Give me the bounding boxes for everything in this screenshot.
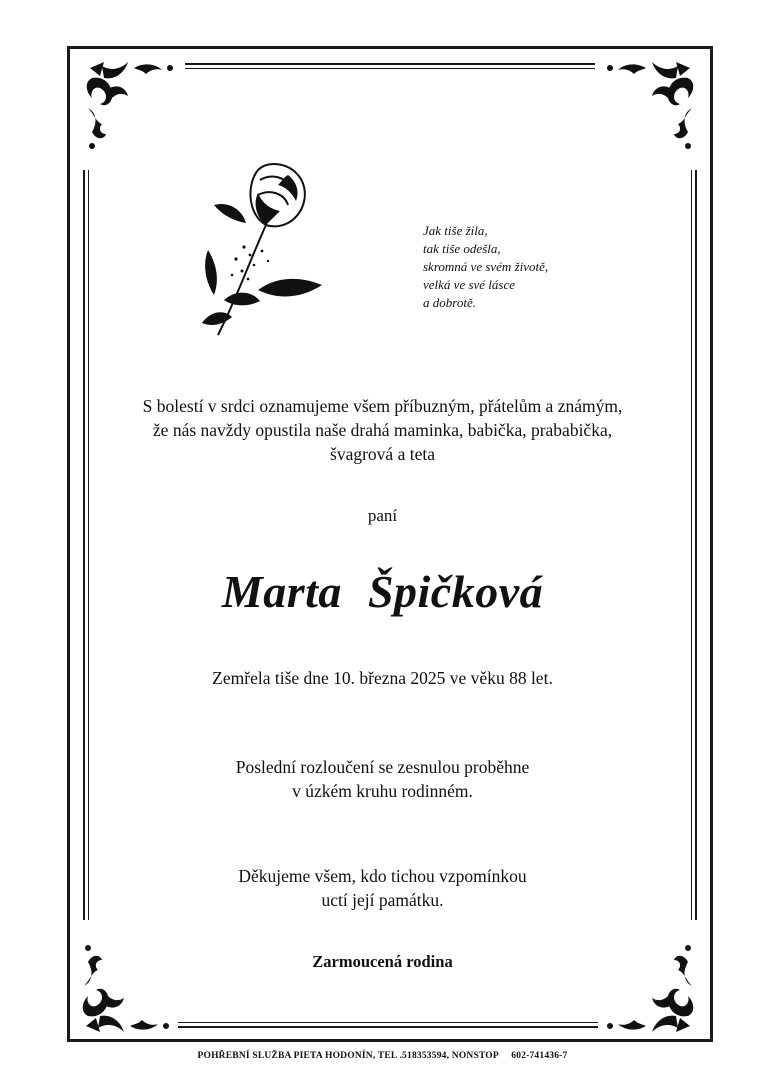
funeral-service-footer: POHŘEBNÍ SLUŽBA PIETA HODONÍN, TEL .518353594, NONSTOP 602-741436-7 <box>197 1051 568 1061</box>
poem <box>423 222 548 312</box>
announcement-line: S bolestí v srdci oznamujeme všem příbuzným, přátelům a známým, <box>142 396 623 416</box>
left-rule <box>83 170 85 920</box>
corner-ornament-bottom-right-icon <box>598 936 698 1036</box>
poem-line: skromná ve svém životě, <box>423 259 549 274</box>
poem-line: tak tiše odešla, <box>423 241 501 256</box>
corner-ornament-bottom-left-icon <box>78 936 178 1036</box>
farewell-info <box>0 755 765 803</box>
corner-ornament-top-left-icon <box>82 58 182 158</box>
top-rule <box>185 63 595 65</box>
deceased-name <box>0 565 765 618</box>
announcement-line: švagrová a teta <box>330 444 435 464</box>
honorific: paní <box>367 506 398 525</box>
poem-line: velká ve své lásce <box>423 277 516 292</box>
farewell-line: Poslední rozloučení se zesnulou proběhne <box>235 757 530 777</box>
right-rule <box>695 170 697 920</box>
left-rule-thin <box>88 170 89 920</box>
last-name: Špičková <box>367 566 544 617</box>
death-notice: Zemřela tiše dne 10. března 2025 ve věku 88 let. <box>212 668 553 688</box>
announcement-line: že nás navždy opustila naše drahá maminka, babička, prababička, <box>152 420 613 440</box>
top-rule-thin <box>185 68 595 69</box>
poem-line: Jak tiše žila, <box>423 223 488 238</box>
thanks-note <box>0 864 765 912</box>
first-name: Marta <box>221 566 342 617</box>
thanks-line: Děkujeme všem, kdo tichou vzpomínkou <box>238 866 527 886</box>
farewell-line: v úzkém kruhu rodinném. <box>292 781 473 801</box>
poem-line: a dobrotě. <box>423 295 476 310</box>
bottom-rule <box>178 1026 598 1028</box>
announcement <box>0 394 765 466</box>
rose-illustration-icon <box>188 155 328 345</box>
family-signature: Zarmoucená rodina <box>312 952 453 971</box>
corner-ornament-top-right-icon <box>598 58 698 158</box>
thanks-line: uctí její památku. <box>321 890 444 910</box>
bottom-rule-thin <box>178 1022 598 1023</box>
right-rule-thin <box>691 170 692 920</box>
